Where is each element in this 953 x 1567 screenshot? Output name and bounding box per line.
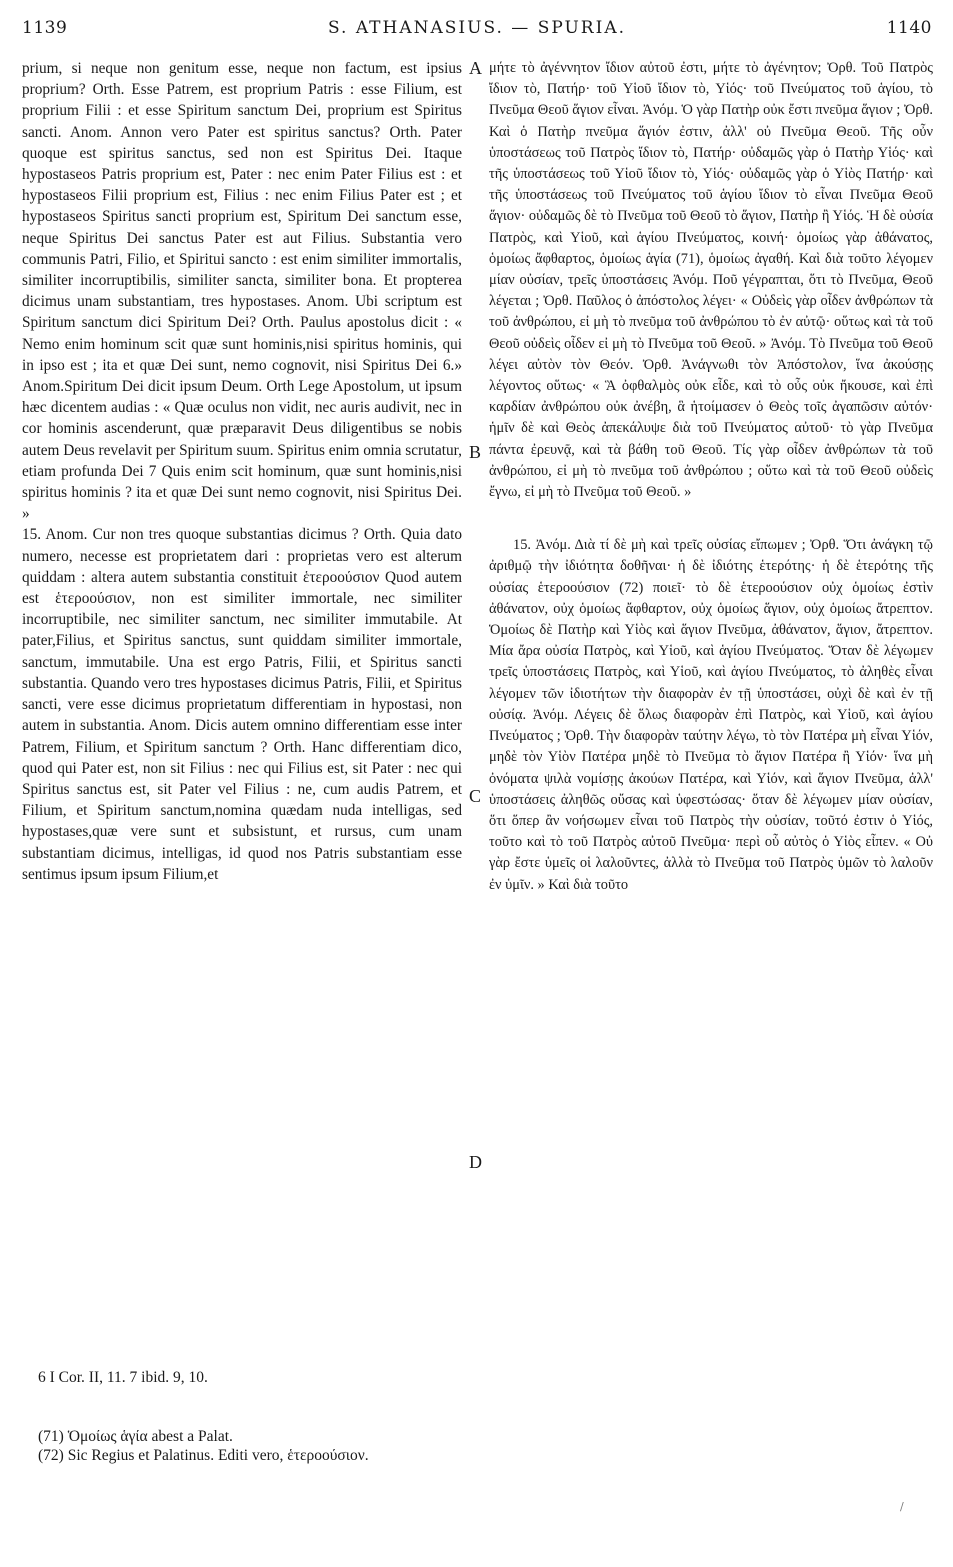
- footnotes-latin: [38, 1368, 918, 1387]
- margin-marker-c: C: [469, 786, 482, 806]
- greek-paragraph-2: 15. Ἀνόμ. Διὰ τί δὲ μὴ καὶ τρεῖς οὐσίας εἴπωμεν ; Ὀρθ. Ὅτι ἀνάγκη τῷ ἀριθμῷ τὴν ἰδιότητα δοθῆναι· ἡ δὲ ἰδιότης ἑτερότης· ἡ δὲ ἑτερότης τῆς οὐσίας ἑτεροούσιον (72) ποιεῖ· τὸ δὲ ἑτεροούσιον οὐχ ὁμοίως ἐστὶν ἀθάνατον, οὐχ ὁμοίως ἄφθαρτον, οὐχ ὁμοίως ἅγιον, οὐχ ὁμοίως ἄτρεπτον. Ὁμοίως δὲ Πατὴρ καὶ Υἱὸς καὶ ἅγιον Πνεῦμα, ἀθάνατον, ἅγιον, ἄτρεπτον. Μία ἄρα οὐσία Πατρὸς, καὶ Υἱοῦ, καὶ ἁγίου Πνεύματος. Ὅταν δὲ λέγωμεν τρεῖς ὑποστάσεις Πατρὸς, καὶ Υἱοῦ, καὶ ἁγίου Πνεύματος, τὸ ἀληθὲς εἶναι λέγομεν τῶν ἰδιοτήτων τὴν διαφορὰν ἐν τῇ ὑποστάσει, οὐχὶ δὲ καὶ ἐν τῇ οὐσίᾳ. Ἀνόμ. Λέγεις δὲ ὅλως διαφορὰν ἐπὶ Πατρὸς, καὶ Υἱοῦ, καὶ ἁγίου Πνεύματος ; Ὀρθ. Τὴν διαφορὰν ταύτην λέγω, τὸ τὸν Πατέρα μὴ εἶναι Υἱόν, μηδὲ τὸν Υἱὸν Πατέρα μηδὲ τὸ Πνεῦμα τὸ ἅγιον Πατέρα ἢ Υἱόν· ἵνα μὴ ὀνόματα ψιλὰ νομίσῃς ἀκούων Πατέρα, καὶ Υἱόν, καὶ ἅγιον Πνεῦμα, ἀλλ' ὑποστάσεις ἀληθῶς οὔσας καὶ ὑφεστώσας· ὅταν δὲ λέγωμεν μίαν οὐσίαν, ὅτι ὅπερ ἂν νοήσωμεν εἶναι τοῦ Πατρὸς τὴν οὐσίαν, τοῦτό ἐστιν ὁ Υἱός, τοῦτο καὶ τὸ τοῦ Πατρὸς αὐτοῦ Πνεῦμα· περὶ οὗ αὐτὸς ὁ Υἱὸς εἶπεν. « Οὐ γὰρ ἔστε ὑμεῖς οἱ λαλοῦντες, ἀλλὰ τὸ Πνεῦμα τοῦ Πατρὸς ὑμῶν τὸ λαλοῦν ἐν ὑμῖν. » Καὶ διὰ τοῦτο: [489, 537, 933, 893]
- footnote-72: (72) Sic Regius et Palatinus. Editi vero, ἑτεροούσιον.: [38, 1447, 369, 1464]
- latin-paragraph-2: 15. Anom. Cur non tres quoque substantias dicimus ? Orth. Quia dato numero, necesse est proprietatem dari : proprietas vero est alterum quiddam : altera autem substantia constituit ἑτεροούσιον Quod autem est ἑτεροούσιον, non est similiter immortale, nec similiter incorruptibile, nec similiter sanctum, nec similiter immutabile. At pater,Filius, et Spiritus sanctus, sunt quiddam similiter immortale, sanctum, immutabile. Una est ergo Patris, Filii, et Spiritus sancti substantia. Quando vero tres hypostases dicimus Patris, Filii, et Spiritus sancti, vere esse dicimus proprietatum differentiam in hypostasi, non autem in substantia. Anom. Dicis autem omnino differentiam esse inter Patrem, Filium, et Spiritum sanctum ? Orth. Hanc differentiam dico, quod qui Pater est, non sit Filius : nec qui Filius est, sit Pater : nec qui Spiritus sanctus est, sit Pater vel Filius : ne, cum audis Patrem, et Filium, et Spiritum sanctum,nomina quædam nuda intelligas, sed hypostases,quæ vere sunt et subsistunt, et rursus, cum unam substantiam dicimus, intelligas, id quod nos Patris substantiam esse sentimus ipsum ipsum Filium,et: [22, 526, 462, 883]
- page-number-left: 1139: [22, 18, 68, 38]
- footnote-71: (71) Ὁμοίως ἁγία abest a Palat.: [38, 1428, 233, 1445]
- greek-paragraph-1: μήτε τὸ ἀγέννητον ἴδιον αὐτοῦ ἐστι, μήτε τὸ ἀγένητον; Ὀρθ. Τοῦ Πατρὸς ἴδιον τὸ, Πατήρ· τοῦ Υἱοῦ ἴδιον τὸ, Υἱός· τοῦ Πνεύματος τοῦ ἁγίου, τὸ Πνεῦμα Θεοῦ ἅγιον εἶναι. Ἀνόμ. Ὁ γὰρ Πατὴρ οὐκ ἔστι πνεῦμα ἅγιον ; Ὀρθ. Καὶ ὁ Πατὴρ πνεῦμα ἅγιόν ἐστιν, ἀλλ' οὐ Πνεῦμα Θεοῦ. Τῆς οὖν ὑποστάσεως τοῦ Πατρὸς ἴδιον τὸ, Πατήρ· οὐδαμῶς γὰρ ὁ Πατὴρ Υἱός· καὶ τῆς ὑποστάσεως τοῦ Υἱοῦ ἴδιον τὸ, Υἱός· οὐδαμῶς γὰρ ὁ Υἱὸς Πατήρ· καὶ τῆς ὑποστάσεως τοῦ Πνεύματος τοῦ ἁγίου ἴδιον τὸ εἶναι Πνεῦμα Θεοῦ ἅγιον· οὐδαμῶς δὲ τὸ Πνεῦμα τοῦ Θεοῦ τὸ ἅγιον, Πατὴρ ἢ Υἱός. Ἡ δὲ οὐσία Πατρὸς, καὶ Υἱοῦ, καὶ ἁγίου Πνεύματος, κοινή· ὁμοίως γὰρ ἀθάνατος, ὁμοίως ἄφθαρτος, ὁμοίως ἁγία (71), ὁμοίως ἀγαθή. Καὶ διὰ τοῦτο λέγομεν μίαν οὐσίαν, τρεῖς ὑποστάσεις Ἀνόμ. Ποῦ γέγραπται, ὅτι τὸ Πνεῦμα, Θεοῦ λέγεται ; Ὀρθ. Παῦλος ὁ ἀπόστολος λέγει· « Οὐδεὶς γὰρ οἶδεν ἀνθρώπων τὰ τοῦ ἀνθρώπου, εἰ μὴ τὸ πνεῦμα τοῦ ἀνθρώπου τὸ ἐν αὐτῷ· οὕτως καὶ τὰ τοῦ Θεοῦ οὐδεὶς οἶδεν εἰ μὴ τὸ Πνεῦμα τοῦ Θεοῦ. » Ἀνόμ. Τὸ Πνεῦμα τοῦ Θεοῦ λέγει αὐτὸν τὸν Θεόν. Ὀρθ. Ἀνάγνωθι τὸν Ἀπόστολον, ἵνα ἀκούσῃς λέγοντος οὕτως· « Ἃ ὀφθαλμὸς οὐκ εἶδε, καὶ τὸ οὖς οὐκ ἤκουσε, καὶ ἐπὶ καρδίαν ἀνθρώπου οὐκ ἀνέβη, ἃ ἡτοίμασεν ὁ Θεὸς τοῖς ἀγαπῶσιν αὐτόν· ἡμῖν δὲ καὶ Θεὸς ἀπεκάλυψε διὰ τοῦ Πνεύματος αὐτοῦ· τὸ γὰρ Πνεῦμα πάντα ἐρευνᾷ, καὶ τὰ βάθη τοῦ Θεοῦ. Τίς γὰρ οἶδεν ἀνθρώπων τὰ τοῦ ἀνθρώπου, εἰ μὴ τὸ πνεῦμα τοῦ ἀνθρώπου ; οὕτω καὶ τὰ τοῦ Θεοῦ οὐδεὶς ἔγνω, εἰ μὴ τὸ Πνεῦμα τοῦ Θεοῦ. »: [489, 60, 933, 501]
- latin-paragraph-1: prium, si neque non genitum esse, neque non factum, est ipsius proprium? Orth. Esse Patrem, est proprium Patris : esse Filium, est proprium Filii : et esse Spiritum sanctum Dei, proprium est Spiritus sancti. Anom. Annon vero Pater est spiritus sanctus? Orth. Pater quoque est spiritus sanctus, sed non est Spiritus Dei. Itaque hypostaseos Patris proprium est, Pater : nec enim Pater Filius est : et hypostaseos Filii proprium est, Filius : nec enim Filius Pater est ; et hypostaseos Spiritus sancti proprium est, Spiritum Dei sanctum esse, neque Spiritus Dei sanctus Pater est aut Filius. Substantia vero communis Patri, Filio, et Spiritui sancto : est enim similiter immortalis, similiter incorruptibilis, similiter sancta, similiter bona. Et propterea dicimus unam substantiam, tres hypostases. Anom. Ubi scriptum est Spiritum sanctum dici Spiritum Dei? Orth. Paulus apostolus dicit : « Nemo enim hominum scit quæ sunt hominis,nisi spiritus hominis, qui in ipso est ; ita et quæ Dei sunt, nemo cognovit, nisi Spiritus Dei 6.» Anom.Spiritum Dei dicit ipsum Deum. Orth Lege Apostolum, ut ipsum hæc dicentem audias : « Quæ oculus non vidit, nec auris audivit, nec in cor hominis ascenderunt, quæ præparavit Deus diligentibus se nobis autem Deus revelavit per Spiritum suum. Spiritus enim omnia scrutatur, etiam profunda Dei 7 Quis enim scit hominum, quæ sunt hominis,nisi spiritus hominis ? ita et quæ Dei sunt nemo cognovit, nisi Spiritus Dei. »: [22, 60, 462, 523]
- margin-marker-a: A: [469, 58, 482, 78]
- stray-mark: /: [900, 1500, 904, 1513]
- margin-marker-b: B: [469, 442, 482, 462]
- page-header: [22, 18, 932, 44]
- page-number-right: 1140: [886, 18, 932, 38]
- footnote-line: 6 I Cor. II, 11. 7 ibid. 9, 10.: [38, 1369, 208, 1386]
- footnotes-greek: [38, 1427, 918, 1465]
- running-title: S. ATHANASIUS. — SPURIA.: [327, 18, 627, 38]
- greek-column: [489, 58, 933, 896]
- margin-marker-d: D: [469, 1152, 482, 1172]
- latin-column: [22, 58, 462, 885]
